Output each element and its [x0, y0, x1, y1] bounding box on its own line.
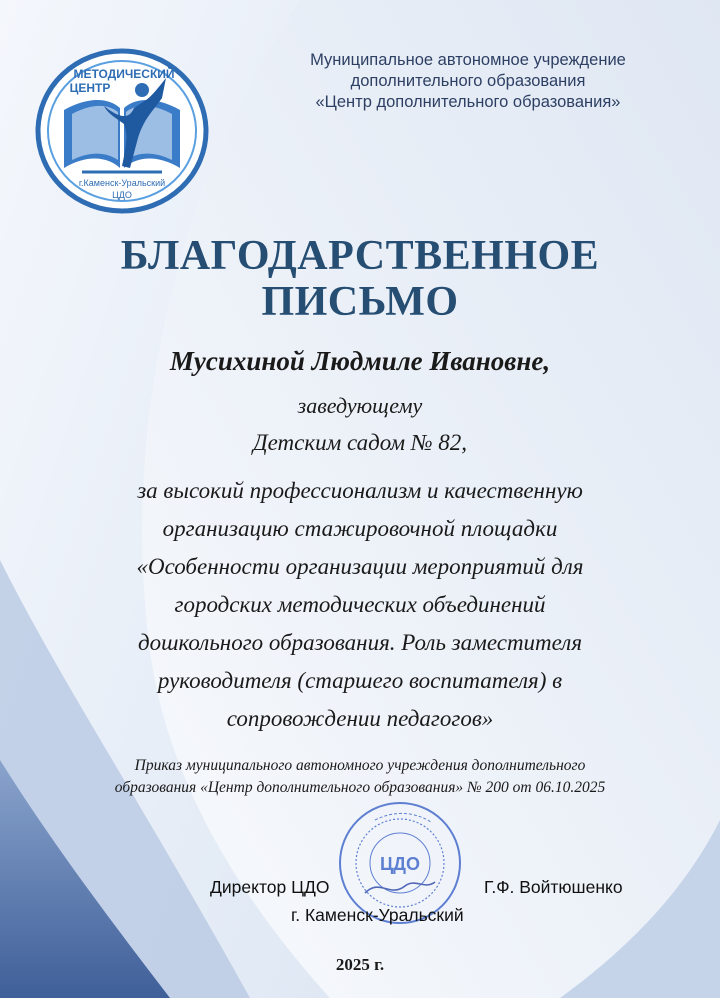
reason-line: руководителя (старшего воспитателя) в: [157, 668, 563, 693]
reason-line: «Особенности организации мероприятий для: [136, 554, 584, 579]
recipient-position: заведующему: [297, 393, 423, 418]
svg-text:ЦДО: ЦДО: [112, 190, 132, 200]
svg-text:г.Каменск-Уральский: г.Каменск-Уральский: [78, 178, 166, 188]
recipient-institution: Детским садом № 82,: [252, 430, 468, 455]
org-line: «Центр дополнительного образования»: [315, 93, 621, 111]
org-line: Муниципальное автономное учреждение: [310, 51, 626, 69]
document-title-line1: БЛАГОДАРСТВЕННОЕ: [120, 233, 600, 279]
reason-line: дошкольного образования. Роль заместителя: [137, 630, 583, 655]
svg-text:ЦДО: ЦДО: [380, 854, 420, 874]
order-reference-line: Приказ муниципального автономного учреждения дополнительного: [134, 757, 586, 774]
reason-line: за высокий профессионализм и качественную: [137, 478, 583, 503]
recipient-name: Мусихиной Людмиле Ивановне,: [169, 346, 551, 376]
document-year: 2025 г.: [335, 955, 385, 974]
svg-text:ЦЕНТР: ЦЕНТР: [69, 81, 111, 95]
reason-line: организацию стажировочной площадки: [162, 516, 558, 541]
director-name: Г.Ф. Войтюшенко: [484, 877, 623, 897]
methodical-center-logo: [34, 48, 210, 214]
city-name: г. Каменск-Уральский: [291, 905, 464, 925]
document-title-line2: ПИСЬМО: [261, 279, 459, 325]
order-reference-line: образования «Центр дополнительного образования» № 200 от 06.10.2025: [114, 779, 606, 796]
director-title: Директор ЦДО: [210, 877, 330, 897]
organization-name: [238, 50, 698, 113]
reason-line: городских методических объединений: [174, 592, 546, 617]
org-line: дополнительного образования: [350, 72, 586, 90]
svg-text:МЕТОДИЧЕСКИЙ: МЕТОДИЧЕСКИЙ: [73, 67, 175, 81]
reason-line: сопровождении педагогов»: [226, 706, 494, 731]
